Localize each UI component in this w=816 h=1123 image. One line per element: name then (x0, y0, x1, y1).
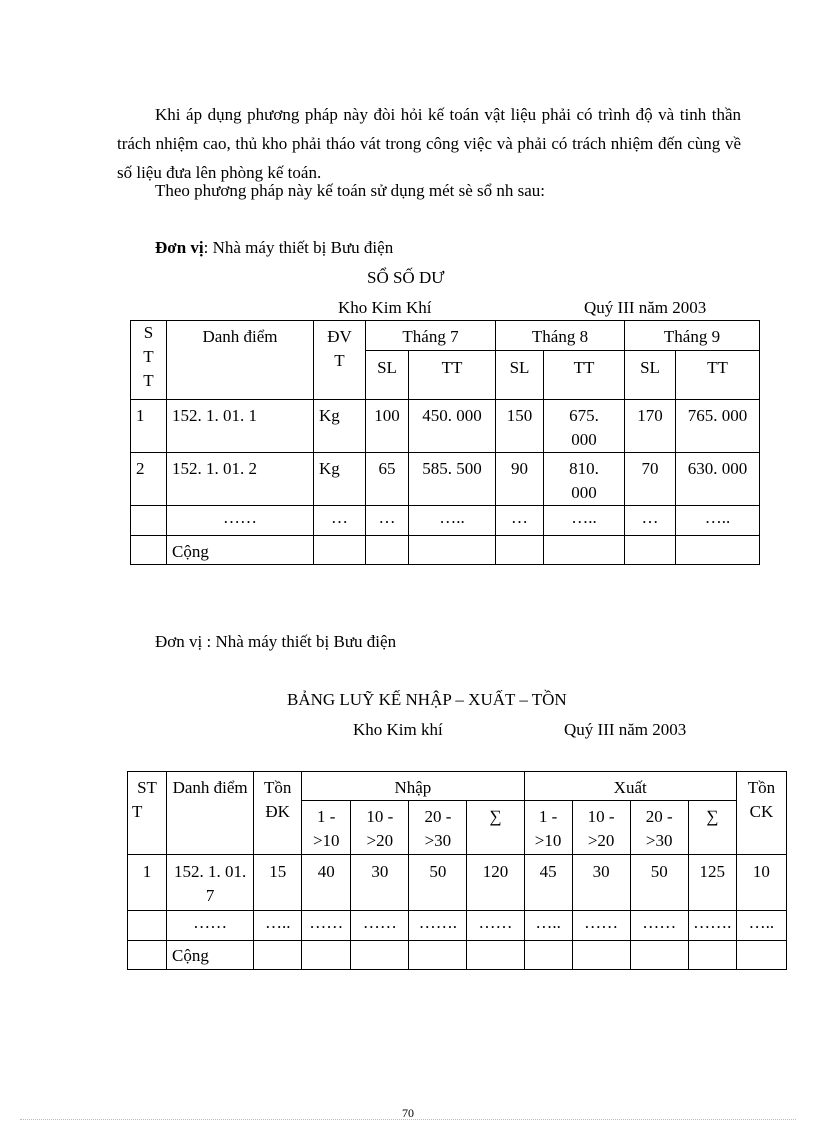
warehouse-label-1: Kho Kim Khí (338, 298, 432, 317)
row-out-sum: 125 (688, 855, 736, 911)
row-out-2: 30 (572, 855, 630, 911)
ledger-title: SỔ SỐ DƯ (367, 268, 445, 287)
row-item: …… (167, 911, 254, 941)
table-row (128, 855, 787, 911)
period-label-2: Quý III năm 2003 (564, 720, 687, 739)
row-in-sum: 120 (467, 855, 524, 911)
period-label-1: Quý III năm 2003 (584, 298, 707, 317)
warehouse-label-2: Kho Kim khí (353, 720, 443, 739)
header-range-2: 10 - >20 (351, 801, 409, 855)
table-row (131, 453, 760, 506)
row-in-3: 50 (409, 855, 467, 911)
unit-label: Đơn vị (155, 238, 204, 257)
row-stt (131, 506, 167, 536)
row-in-1: 40 (302, 855, 351, 911)
row-in-sum: …… (467, 911, 524, 941)
row-tt: 810. 000 (544, 453, 625, 506)
header-range-2: 10 - >20 (572, 801, 630, 855)
row-stt: 2 (131, 453, 167, 506)
row-in-2: 30 (351, 855, 409, 911)
row-closing: ….. (736, 911, 786, 941)
header-month-7: Tháng 7 (366, 321, 496, 351)
row-sl: … (625, 506, 676, 536)
row-out-2: …… (572, 911, 630, 941)
header-range-1: 1 - >10 (302, 801, 351, 855)
row-item: 152. 1. 01. 2 (167, 453, 314, 506)
row-tt: 450. 000 (409, 400, 496, 453)
total-label: Cộng (167, 941, 254, 970)
row-out-3: 50 (630, 855, 688, 911)
row-tt: ….. (676, 506, 760, 536)
header-tt: TT (544, 351, 625, 400)
row-out-sum: ……. (688, 911, 736, 941)
header-stt: S T T (131, 321, 167, 400)
row-tt: 585. 500 (409, 453, 496, 506)
total-label: Cộng (167, 536, 314, 565)
row-out-1: ….. (524, 911, 572, 941)
header-month-9: Tháng 9 (625, 321, 760, 351)
row-stt: 1 (128, 855, 167, 911)
header-item: Danh điểm (167, 321, 314, 400)
row-tt: ….. (544, 506, 625, 536)
row-sl: 70 (625, 453, 676, 506)
row-sl: 170 (625, 400, 676, 453)
header-sl: SL (366, 351, 409, 400)
cumulative-table (127, 771, 787, 970)
header-range-3: 20 - >30 (409, 801, 467, 855)
row-in-2: …… (351, 911, 409, 941)
row-item: 152. 1. 01. 7 (167, 855, 254, 911)
total-row (128, 941, 787, 970)
row-in-3: ……. (409, 911, 467, 941)
header-opening: Tồn ĐK (254, 772, 302, 855)
row-sl: … (366, 506, 409, 536)
header-stt: ST T (128, 772, 167, 855)
header-tt: TT (409, 351, 496, 400)
header-closing: Tồn CK (736, 772, 786, 855)
row-sl: 100 (366, 400, 409, 453)
unit-line-1 (155, 238, 393, 258)
header-sum: ∑ (688, 801, 736, 855)
total-row (131, 536, 760, 565)
footer-divider (20, 1119, 796, 1120)
header-sl: SL (625, 351, 676, 400)
header-sl: SL (496, 351, 544, 400)
row-stt: 1 (131, 400, 167, 453)
row-sl: 65 (366, 453, 409, 506)
row-in-1: …… (302, 911, 351, 941)
table-row (131, 400, 760, 453)
row-out-3: …… (630, 911, 688, 941)
header-export: Xuất (524, 772, 736, 801)
row-tt: ….. (409, 506, 496, 536)
row-tt: 675. 000 (544, 400, 625, 453)
table-row (128, 911, 787, 941)
header-unit: ĐV T (314, 321, 366, 400)
header-range-3: 20 - >30 (630, 801, 688, 855)
row-tt: 765. 000 (676, 400, 760, 453)
row-out-1: 45 (524, 855, 572, 911)
row-sl: 150 (496, 400, 544, 453)
header-month-8: Tháng 8 (496, 321, 625, 351)
row-opening: ….. (254, 911, 302, 941)
row-unit: … (314, 506, 366, 536)
header-import: Nhập (302, 772, 524, 801)
header-tt: TT (676, 351, 760, 400)
row-item: …… (167, 506, 314, 536)
cumulative-title: BẢNG LUỸ KẾ NHẬP – XUẤT – TỒN (287, 690, 567, 709)
table-row (131, 506, 760, 536)
row-item: 152. 1. 01. 1 (167, 400, 314, 453)
intro-paragraph-1: Khi áp dụng phương pháp này đòi hỏi kế toán vật liệu phải có trình độ và tinh thần trách nhiệm cao, thủ kho phải tháo vát trong công việc và phải có trách nhiệm đến cùng về số liệu đưa lên phòng kế toán. (117, 105, 741, 182)
intro-paragraph-2: Theo phương pháp này kế toán sử dụng mét sè sổ nh sau: (155, 181, 546, 200)
row-unit: Kg (314, 400, 366, 453)
unit-line-2: Đơn vị : Nhà máy thiết bị Bưu điện (155, 632, 397, 651)
header-sum: ∑ (467, 801, 524, 855)
header-range-1: 1 - >10 (524, 801, 572, 855)
page-number: 70 (402, 1106, 414, 1120)
row-stt (128, 911, 167, 941)
unit-value: : Nhà máy thiết bị Bưu điện (203, 238, 394, 257)
row-unit: Kg (314, 453, 366, 506)
row-sl: 90 (496, 453, 544, 506)
row-sl: … (496, 506, 544, 536)
row-opening: 15 (254, 855, 302, 911)
row-closing: 10 (736, 855, 786, 911)
row-tt: 630. 000 (676, 453, 760, 506)
header-item: Danh điểm (167, 772, 254, 855)
balance-table (130, 320, 760, 565)
